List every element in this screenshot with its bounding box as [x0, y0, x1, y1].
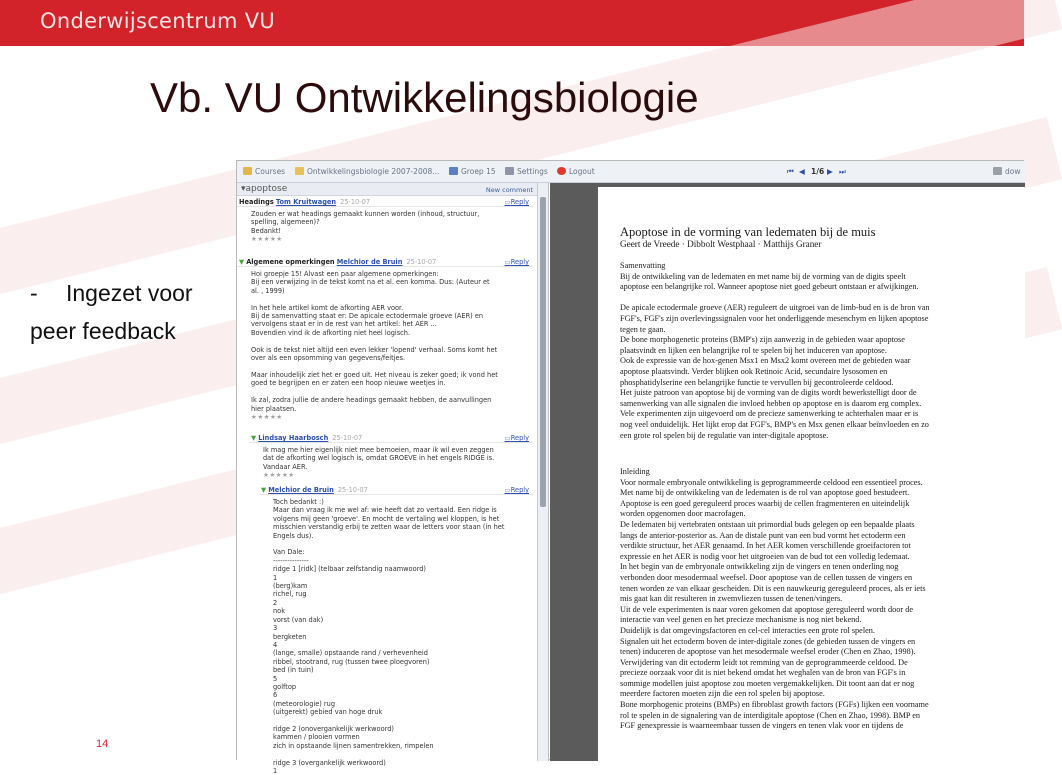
settings-icon: [505, 167, 514, 175]
course-link[interactable]: Ontwikkelingsbiologie 2007-2008...: [295, 167, 439, 176]
comment-reply: ▼ Melchior de Bruin 25-10-07 ▭ Reply Toch bedankt :) Maar dan vraag ik me wel af: wie heeft dat zo vertaald. Een ridge is volgens mij geen 'groeve'. En mocht de vertaling wel kloppen, is het misschien verstandig erbij te zetten waar de letters voor staan (in het Engels dus). Van Dale: --------------- ridge 1 [ridk] (telbaar zelfstandig naamwoord) 1 (berg)kam richel, rug 2 nok vorst (van dak) 3 bergketen 4 (lange, smalle) opstaande rand / verhevenheid ribbel, stootrand, rug (tussen twee ploegvoren) bed (in tuin) 5 golftop 6 (meteorologie) rug (uitgerekt) gebied van hoge druk ridge 2 (onovergankelijk werkwoord) kammen / plooien vormen zich in opstaande lijnen samentrekken, rimpelen ridge 3 (overgankelijk werkwoord) 1: [259, 485, 533, 775]
panel-title[interactable]: ▾apoptose: [241, 184, 288, 194]
document-page: [598, 187, 1025, 761]
settings-link[interactable]: Settings: [505, 167, 548, 176]
group-icon: [449, 167, 458, 175]
logout-icon: [557, 167, 566, 175]
section-heading: Samenvatting: [620, 261, 666, 270]
reply-button[interactable]: ▭ Reply: [505, 434, 530, 442]
reply-button[interactable]: ▭ Reply: [505, 486, 530, 494]
comment-body: Ik mag me hier eigenlijk niet mee bemoeien, maar ik wil even zeggen dat de afkorting wel logisch is, omdat GROEVE in het engels RIDGE is. Vandaar AER.: [263, 446, 495, 471]
last-page-button[interactable]: ⏭: [839, 167, 846, 176]
reply-button[interactable]: ▭ Reply: [505, 258, 530, 266]
first-page-button[interactable]: ⏮: [787, 167, 794, 176]
comments-panel: [237, 183, 549, 775]
comment-author[interactable]: Tom Kruitwagen: [275, 198, 337, 206]
comment-author[interactable]: Melchior de Bruin: [336, 258, 403, 266]
document-authors: Geert de Vreede · Dibbolt Westphaal · Matthijs Graner: [620, 239, 822, 249]
reply-button[interactable]: ▭ Reply: [505, 198, 530, 206]
comments-panel-header: [237, 183, 537, 196]
brand-title: Onderwijscentrum VU: [40, 9, 276, 33]
courses-link[interactable]: Courses: [243, 167, 285, 176]
next-page-button[interactable]: ▶: [827, 167, 833, 176]
paperclip-icon: [993, 167, 1002, 175]
download-link[interactable]: dow: [993, 167, 1020, 176]
folder-icon: [295, 167, 304, 175]
comment-body: Hoi groepje 15! Alvast een paar algemene opmerkingen: Bij een verwijzing in de tekst komt na et al. een komma. Dus: (Auteur et al. , 1999) In het hele artikel komt de afkorting AER voor. Bij de samenvatting staat er: De apicale ectodermale groeve (AER) en vervolgens staat er in de rest van het artikel: het AER ... Bovendien vind ik de afkorting niet heel logisch. Ook is de tekst niet altijd een even lekker 'lopend' verhaal. Soms komt het over als een opsomming van gegevens/feitjes. Maar inhoudelijk ziet het er goed uit. Het niveau is zeker goed; ik vond het goed te begrijpen en er zaten een hoop nieuwe weetjes in. Ik zal, zodra jullie de andere headings gemaakt hebben, de aanvullingen hier plaatsen.: [251, 270, 498, 413]
bullet-line-2: peer feedback: [30, 318, 176, 344]
comment-body: Toch bedankt :) Maar dan vraag ik me wel af: wie heeft dat zo vertaald. Een ridge is volgens mij geen 'groeve'. En mocht de vertaling wel kloppen, is het misschien verstandig erbij te zetten waar de letters voor staan (in het Engels dus). Van Dale: --------------- ridge 1 [ridk] (telbaar zelfstandig naamwoord) 1 (berg)kam richel, rug 2 nok vorst (van dak) 3 bergketen 4 (lange, smalle) opstaande rand / verhevenheid ribbel, stootrand, rug (tussen twee ploegvoren) bed (in tuin) 5 golftop 6 (meteorologie) rug (uitgerekt) gebied van hoge druk ridge 2 (onovergankelijk werkwoord) kammen / plooien vormen zich in opstaande lijnen samentrekken, rimpelen ridge 3 (overgankelijk werkwoord) 1: [273, 498, 505, 775]
document-section: [620, 467, 1012, 732]
comments-scrollbar[interactable]: [537, 183, 548, 761]
bullet-text: [30, 274, 193, 350]
comment-thread: ▼ Algemene opmerkingen Melchior de Bruin 25-10-07 ▭ Reply Hoi groepje 15! Alvast een paar algemene opmerkingen: Bij een verwijzing in de tekst komt na et al. een komma. Dus: (Auteur et al. , 1999) In het hele artikel komt de afkorting AER voor. Bij de samenvatting staat er: De apicale ectodermale groeve (AER) en vervolgens staat er in de rest van het artikel: het AER ... Bovendien vind ik de afkorting niet heel logisch. Ook is de tekst niet altijd een even lekker 'lopend' verhaal. Soms komt het over als een opsomming van gegevens/feitjes. Maar inhoudelijk ziet het er goed uit. Het niveau is zeker goed; ik vond het goed te begrijpen en er zaten een hoop nieuwe weetjes in. Ik zal, zodra jullie de andere headings gemaakt hebben, de aanvullingen hier plaatsen. ★★★★★: [237, 257, 533, 421]
section-text: Voor normale embryonale ontwikkeling is geprogrammeerde celdood een essentieel proces. Met name bij de ontwikkeling van de ledematen is de rol van apoptose goed bestudeert. Apoptose is een goed gereguleerd proces waarbij de cellen fragmenteren en uiteindelijk worden opgenomen door macrofagen. De ledematen bij vertebraten ontstaan uit primordial buds gelegen op een bepaalde plaats langs de anterior-posterior as. Aan de distale punt van een bud vormt het ectoderm een verdikte structuur, het AER genaamd. In het AER komen verschillende groeifactoren tot expressie en het AER is nodig voor het uitgroeien van de bud tot een volledig ledemaat. In het begin van de embryonale ontwikkeling zijn de vingers en tenen onderling nog verbonden door mesodermaal weefsel. Door apoptose van de cellen tussen de vingers en tenen worden ze van elkaar gescheiden. Dit is een nauwkeurig gereguleerd proces, als er iets mis gaat kan dit resulteren in zwemvliezen tussen de tenen/vingers. Uit de vele experimenten is naar voren gekomen dat apoptose gereguleerd wordt door de interactie van veel genen en het precieze mechanisme is nog niet bekend. Duidelijk is dat omgevingsfactoren en cel-cel interacties een grote rol spelen. Signalen uit het ectoderm boven de inter-digitale zones (de gebieden tussen de vingers en tenen) induceren de apoptose van het mesodermale weefsel eroder (Chen en Zhao, 1998). Verwijdering van dit ectoderm leidt tot remming van de geprogrammeerde celdood. De precieze oorzaak voor dit is niet bekend omdat het weghalen van de bron van FGF's in sommige modellen juist apoptose zou moeten vergemakkelijken. Dit toont aan dat er nog meerdere factoren moeten zijn die een rol spelen bij apoptose. Bone morphogenic proteins (BMPs) en fibroblast growth factors (FGFs) lijken een voorname rol te spelen in de signalering van de interdigitale apoptose (Chen en Zhao, 1998). BMP en FGF genexpressie is waarneembaar tussen de vingers en tenen vlak voor en tijdens de: [620, 477, 929, 731]
section-heading: Inleiding: [620, 467, 650, 476]
document-title: Apoptose in de vorming van ledematen bij de muis: [620, 225, 876, 239]
new-comment-button[interactable]: New comment: [485, 186, 533, 194]
section-text: Bij de ontwikkeling van de ledematen en met name bij de vorming van de digits speelt apoptose een belangrijke rol. Wanneer apoptose niet goed gebeurt ontstaan er afwijkingen. De apicale ectodermale groeve (AER) reguleert de uitgroei van de limb-bud en is de bron van FGF's, FGF's zijn overlevingssignalen voor het onderliggende mesenchym en lijken apoptose tegen te gaan. De bone morphogenetic proteins (BMP's) zijn aanwezig in de gebieden waar apoptose plaatsvindt en lijken een belangrijke rol te spelen bij het induceren van apoptose. Ook de expressie van de hox-genen Msx1 en Msx2 komt overeen met de gebieden waar apoptose plaatsvindt. Verder blijken ook Retinoic Acid, secundaire lysosomen en phosphatidylserine een belangrijke functie te vervullen bij gecontroleerde celdood. Het juiste patroon van apoptose bij de vorming van de digits wordt bewerkstelligt door de samenwerking van alle signalen die invloed hebben op apoptose en is daarom erg complex. Vele experimenten zijn uitgevoerd om de precieze samenwerking te achterhalen maar er is nog veel onduidelijk. Het lijkt erop dat FGF's, BMP's en Msx genen elkaar beïnvloeden en zo een grote rol spelen bij de regulatie van inter-digitale apoptose.: [620, 271, 930, 440]
embedded-screenshot: [236, 160, 1024, 775]
document-section: [620, 261, 1012, 441]
prev-page-button[interactable]: ◀: [799, 167, 805, 176]
comment-body: Zouden er wat headings gemaakt kunnen worden (inhoud, structuur, spelling, algemeen)? Bedankt!: [251, 210, 480, 235]
app-toolbar: [237, 161, 1025, 183]
rating-stars[interactable]: ★★★★★: [251, 235, 283, 244]
rating-stars[interactable]: ★★★★★: [251, 412, 283, 421]
group-link[interactable]: Groep 15: [449, 167, 496, 176]
logout-link[interactable]: Logout: [557, 167, 595, 176]
slide-number: 14: [96, 738, 109, 750]
bullet-line-1: Ingezet voor: [66, 280, 193, 306]
bullet-dash: -: [30, 280, 38, 306]
comment-thread: Headings Tom Kruitwagen 25-10-07 ▭ Reply Zouden er wat headings gemaakt kunnen worden (inhoud, structuur, spelling, algemeen)? Bedankt! ★★★★★: [237, 197, 533, 243]
document-pane: [550, 183, 1025, 761]
comment-author[interactable]: Lindsay Haarbosch: [258, 434, 329, 442]
page-indicator: 1/6: [811, 167, 825, 176]
courses-icon: [243, 167, 252, 175]
slide-title: Vb. VU Ontwikkelingsbiologie: [150, 74, 699, 121]
rating-stars[interactable]: ★★★★★: [263, 471, 295, 480]
comment-reply: ▼ Lindsay Haarbosch 25-10-07 ▭ Reply Ik mag me hier eigenlijk niet mee bemoeien, maar ik wil even zeggen dat de afkorting wel logisch is, omdat GROEVE in het engels RIDGE is. Vandaar AER. ★★★★★: [249, 433, 533, 479]
comment-author[interactable]: Melchior de Bruin: [268, 486, 334, 494]
